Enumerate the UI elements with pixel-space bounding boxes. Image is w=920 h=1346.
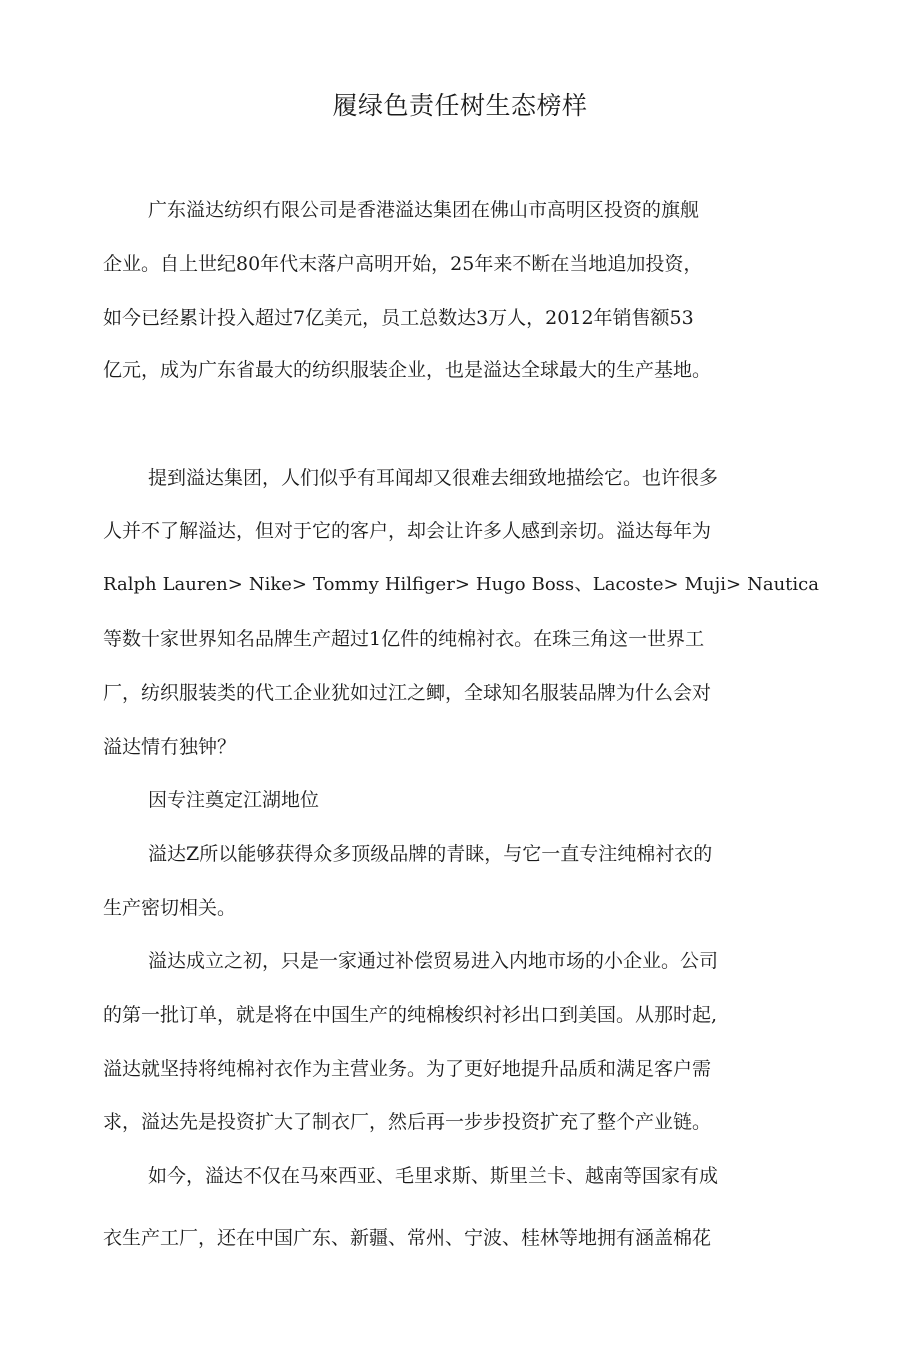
paragraph-line: 溢达成立之初，只是一家通过补偿贸易进入内地市场的小企业。公司	[148, 950, 719, 972]
paragraph-line: 企业。自上世纪80年代末落户高明开始，25年来不断在当地追加投资，	[103, 253, 703, 275]
paragraph-line: 溢达情冇独钟？	[103, 736, 237, 758]
section-heading: 因专注奠定江湖地位	[148, 789, 320, 811]
paragraph-line: Ralph Lauren> Nike> Tommy Hilfiger> Hugo Boss、Lacoste> Muji> Nautica	[103, 574, 819, 595]
paragraph-line: 亿元，成为广东省最大的纺织服装企业，也是溢达全球最大的生产基地。	[103, 359, 712, 381]
paragraph-line: 溢达Z所以能够获得众多顶级品牌的青睐，与它一直专注纯棉衬衣的	[148, 843, 713, 865]
paragraph-line: 如今已经累计投入超过7亿美元，员工总数达3万人，2012年销售额53	[103, 307, 694, 329]
document-title: 履绿色责任树生态榜样	[332, 91, 588, 120]
paragraph-line: 厂，纺织服装类的代工企业犹如过江之鲫，全球知名服装品牌为什么会对	[103, 682, 712, 704]
paragraph-line: 等数十家世界知名品牌生产超过1亿件的纯棉衬衣。在珠三角这一世界工	[103, 628, 705, 650]
paragraph-line: 求，溢达先是投资扩大了制衣厂，然后再一步步投资扩充了整个产业链。	[103, 1111, 712, 1133]
paragraph-line: 人并不了解溢达，但对于它的客户，却会让许多人感到亲切。溢达每年为	[103, 520, 712, 542]
paragraph-line: 如今，溢达不仅在马來西亚、毛里求斯、斯里兰卡、越南等国家有成	[148, 1165, 719, 1187]
paragraph-line: 提到溢达集团，人们似乎有耳闻却又很难去细致地描绘它。也许很多	[148, 467, 719, 489]
paragraph-line: 广东溢达纺织冇限公司是香港溢达集团在佛山市高明区投资的旗舰	[148, 199, 700, 221]
paragraph-line: 的第一批订单，就是将在中国生产的纯棉梭织衬衫出口到美国。从那时起,	[103, 1004, 718, 1026]
paragraph-line: 生产密切相关。	[103, 897, 237, 919]
paragraph-line: 溢达就坚持将纯棉衬衣作为主营业务。为了更好地提升品质和满足客户需	[103, 1058, 712, 1080]
paragraph-line: 衣生产工厂，还在中国广东、新疆、常州、宁波、桂林等地拥有涵盖棉花	[103, 1227, 712, 1249]
